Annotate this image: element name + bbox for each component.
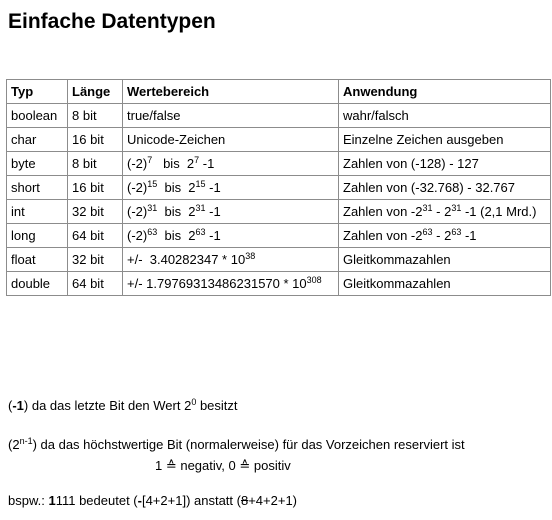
- note-example: bspw.: 1111 bedeutet (-[4+2+1]) anstatt (8+4+2+1): [8, 493, 298, 508]
- cell-laenge: 8 bit: [68, 104, 123, 128]
- table-row: [7, 224, 551, 248]
- table-header-row: [7, 80, 551, 104]
- cell-typ: long: [7, 224, 68, 248]
- cell-wertebereich: Unicode-Zeichen: [123, 128, 339, 152]
- cell-wertebereich: +/- $1.79769313486231570 * 10^{308}$: [123, 272, 339, 296]
- cell-typ: char: [7, 128, 68, 152]
- cell-typ: short: [7, 176, 68, 200]
- cell-wertebereich: $(-2)^{63}$ bis $2^{63}$ -1: [123, 224, 339, 248]
- cell-laenge: 16 bit: [68, 176, 123, 200]
- cell-wertebereich: $(-2)^{31}$ bis $2^{31}$ -1: [123, 200, 339, 224]
- datatypes-table: [6, 79, 551, 296]
- cell-laenge: 16 bit: [68, 128, 123, 152]
- cell-laenge: 64 bit: [68, 224, 123, 248]
- table-row: [7, 176, 551, 200]
- column-header-anwendung: Anwendung: [339, 80, 551, 104]
- cell-anwendung: Zahlen von (-128) - 127: [339, 152, 551, 176]
- column-header-wertebereich: Wertebereich: [123, 80, 339, 104]
- table-row: [7, 128, 551, 152]
- cell-anwendung: Gleitkommazahlen: [339, 248, 551, 272]
- cell-laenge: 32 bit: [68, 200, 123, 224]
- cell-wertebereich: $(-2)^7$ bis $2^7$ -1: [123, 152, 339, 176]
- cell-typ: float: [7, 248, 68, 272]
- column-header-typ: Typ: [7, 80, 68, 104]
- cell-anwendung: Zahlen von $-2^{31} - 2^{31}$ -1 (2,1 Mrd.): [339, 200, 551, 224]
- cell-typ: double: [7, 272, 68, 296]
- note-minus-one: (-1) da das letzte Bit den Wert $2^0$ besitzt: [8, 397, 238, 413]
- cell-anwendung: Gleitkommazahlen: [339, 272, 551, 296]
- cell-anwendung: wahr/falsch: [339, 104, 551, 128]
- cell-laenge: 8 bit: [68, 152, 123, 176]
- cell-anwendung: Zahlen von (-32.768) - 32.767: [339, 176, 551, 200]
- cell-typ: byte: [7, 152, 68, 176]
- note-sign-legend: 1 ≙ negativ, 0 ≙ positiv: [155, 458, 291, 473]
- cell-laenge: 32 bit: [68, 248, 123, 272]
- cell-wertebereich: +/- $3.40282347 * 10^{38}$: [123, 248, 339, 272]
- page-title: Einfache Datentypen: [8, 10, 216, 33]
- table-row: [7, 104, 551, 128]
- table-row: [7, 152, 551, 176]
- note-sign-bit: (2$^{n-1}$) da das höchstwertige Bit (normalerweise) für das Vorzeichen reserviert ist: [8, 436, 465, 452]
- column-header-laenge: Länge: [68, 80, 123, 104]
- cell-typ: boolean: [7, 104, 68, 128]
- cell-anwendung: Einzelne Zeichen ausgeben: [339, 128, 551, 152]
- cell-wertebereich: $(-2)^{15}$ bis $2^{15}$ -1: [123, 176, 339, 200]
- table-row: [7, 272, 551, 296]
- cell-anwendung: Zahlen von $-2^{63} - 2^{63}$ -1: [339, 224, 551, 248]
- cell-wertebereich: true/false: [123, 104, 339, 128]
- cell-typ: int: [7, 200, 68, 224]
- table-row: [7, 248, 551, 272]
- cell-laenge: 64 bit: [68, 272, 123, 296]
- table-row: [7, 200, 551, 224]
